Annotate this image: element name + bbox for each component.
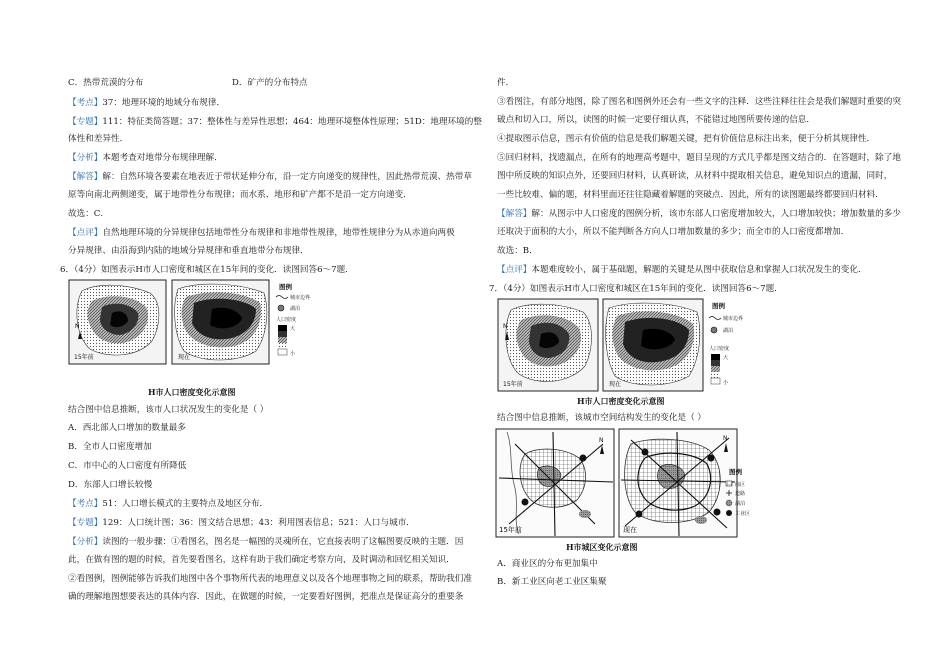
jieda-tag: 【解答】 xyxy=(497,209,532,219)
legend-lake: 湖泊 xyxy=(735,501,746,507)
commercial-icon xyxy=(726,481,732,486)
answer-6: 故选：B． xyxy=(497,246,538,256)
q6-option-a[interactable]: A．西北部人口增加的数量最多 xyxy=(68,423,186,433)
option-c-prev: C．热带荒漠的分布 xyxy=(68,78,144,88)
kaodian-text: 37：地理环境的地域分布规律． xyxy=(102,98,226,108)
legend-industrial: 工业区 xyxy=(735,511,751,517)
density-maps xyxy=(68,279,318,387)
zhuanti-6 xyxy=(68,517,415,529)
density-caption-q6: H市人口密度变化示意图 xyxy=(148,387,236,397)
question-6-ask: 结合图中信息推断，该市人口状况发生的变化是（ ） xyxy=(68,405,269,415)
zhuanti-1 xyxy=(68,116,482,128)
dianping-text: 本题难度较小，属于基础题，解题的关键是从图中获取信息和掌握人口状况发生的变化． xyxy=(531,265,867,275)
legend-title: 图例 xyxy=(712,302,725,310)
legend-lake: 湖泊 xyxy=(290,306,301,312)
cont-6: 图中所反映的知识点外，还要回归材料，认真研读，从材料中提取相关信息，避免知识点的遗漏，同时， xyxy=(497,171,893,181)
q7-option-a[interactable]: A．商业区的分布更加集中 xyxy=(497,559,598,569)
urban-caption: H市城区变化示意图 xyxy=(566,542,638,552)
fenxi-6-b: 此，在做有图的题的时候，首先要看图名，这样有助于我们确定考察方向，及时调动和回忆相关知识． xyxy=(68,555,455,565)
kaodian-text: 51：人口增长模式的主要特点及地区分布． xyxy=(102,499,269,509)
dianping-1-cont: 分异规律、由沿海到内陆的地域分异规律和垂直地带分布规律． xyxy=(68,246,309,256)
legend-density: 人口密度 xyxy=(709,346,730,352)
legend-density: 人口密度 xyxy=(276,317,297,323)
zhuanti-tag: 【专题】 xyxy=(68,117,103,127)
cont-4: ④提取图示信息，图示有价值的信息是我们解题关键，把有价值信息标注出来，便于分析其规律性． xyxy=(497,134,876,144)
answer-1: 故选：C． xyxy=(68,209,109,219)
kaodian-6 xyxy=(68,498,268,510)
fenxi-6 xyxy=(68,536,463,548)
legend-high: 大 xyxy=(290,326,296,332)
legend-boundary: 城市边界 xyxy=(723,316,744,322)
density-maps-2 xyxy=(497,298,747,394)
q6-option-c[interactable]: C．市中心的人口密度有所降低 xyxy=(68,461,187,471)
industrial-icon xyxy=(726,510,732,516)
legend-low: 小 xyxy=(290,351,296,357)
lake-icon xyxy=(278,305,284,311)
zhuanti-tag: 【专题】 xyxy=(68,518,103,528)
fenxi-1 xyxy=(68,152,223,164)
legend-high: 大 xyxy=(723,355,729,361)
jieda-1 xyxy=(68,171,472,183)
north-arrow: N xyxy=(599,437,604,444)
jieda-text: 解：从图示中人口密度的图例分析，该市东部人口密度增加较大，人口增加较快；增加数量的多少 xyxy=(531,209,901,219)
legend-title: 图例 xyxy=(729,468,742,476)
jieda-6-cont: 还取决于面积的大小，所以不能判断各方向人口增加数量的多少；而全市的人口密度都增加． xyxy=(497,227,850,237)
dianping-1 xyxy=(68,227,455,239)
label-now: 现在 xyxy=(609,381,622,388)
dianping-text: 自然地理环境的分异规律包括地带性分布规律和非地带性规律，地带性规律分为从赤道向两极 xyxy=(102,228,455,238)
q6-option-d[interactable]: D．东部人口增长较慢 xyxy=(68,480,153,490)
label-now: 现在 xyxy=(623,526,637,534)
label-now: 现在 xyxy=(178,354,191,361)
dianping-tag: 【点评】 xyxy=(68,228,103,238)
kaodian-tag: 【考点】 xyxy=(68,499,103,509)
jieda-6 xyxy=(497,208,901,220)
kaodian-1 xyxy=(68,97,225,109)
boundary-icon xyxy=(709,317,721,320)
cont-2: ③看图注，有部分地图，除了图名和图例外还会有一些文字的注释．这些注释往往会是我们解题时重要的突 xyxy=(497,97,901,107)
legend-lake: 湖泊 xyxy=(723,328,734,334)
label-before: 15年前 xyxy=(503,381,523,388)
north-arrow: N xyxy=(723,435,728,442)
urban-maps xyxy=(495,428,751,540)
fenxi-text: 本题考查对地带分布规律理解． xyxy=(102,153,223,163)
zhuanti-text: 129：人口统计图；36：图文结合思想；43：利用图表信息；521：人口与城市． xyxy=(102,518,415,528)
legend-title: 图例 xyxy=(279,283,292,291)
dianping-tag: 【点评】 xyxy=(497,265,532,275)
label-before: 15年前 xyxy=(74,354,94,361)
north-arrow: N xyxy=(75,323,80,330)
jieda-tag: 【解答】 xyxy=(68,172,103,182)
question-7-ask: 结合图中信息推断，该城市空间结构发生的变化是（ ） xyxy=(497,413,706,423)
option-d-prev: D．矿产的分布特点 xyxy=(232,78,308,88)
lake-icon xyxy=(726,500,732,506)
cont-1: 件． xyxy=(497,78,515,88)
legend-commercial: 商区 xyxy=(735,482,746,488)
cont-3: 破点和切入口，所以，读图的时候一定要仔细认真，不能错过地图所要传递的信息． xyxy=(497,115,815,125)
fenxi-text: 读图的一般步骤：①看图名，图名是一幅图的灵魂所在，它直接表明了这幅图要反映的主题．因 xyxy=(102,537,464,547)
density-figure-q6 xyxy=(68,279,318,390)
label-before: 15年前 xyxy=(499,526,522,534)
fenxi-6-c: ②看图例，图例能够告诉我们地图中各个事物所代表的地理意义以及各个地理事物之间的联系，帮助我们准 xyxy=(68,574,472,584)
legend-low: 小 xyxy=(723,380,729,386)
question-7-stem: 7．（4分）如图表示H市人口密度和城区在15年间的变化．读图回答6～7题． xyxy=(489,284,783,294)
fenxi-tag: 【分析】 xyxy=(68,153,103,163)
legend-road: 道路 xyxy=(735,491,746,497)
q6-option-b[interactable]: B．全市人口密度增加 xyxy=(68,442,152,452)
density-caption-q7: H市人口密度变化示意图 xyxy=(577,396,665,406)
jieda-text: 解：自然环境各要素在地表近于带状延伸分布，沿一定方向递变的规律性，因此热带荒漠、热带草 xyxy=(102,172,472,182)
dianping-6 xyxy=(497,264,867,276)
lake-icon xyxy=(711,327,717,333)
urban-figure xyxy=(495,428,751,543)
density-figure-q7 xyxy=(497,298,747,397)
zhuanti-text: 111：特征类简答题；37：整体性与差异性思想；464：地理环境整体性原理；51D：地理环境的整 xyxy=(102,117,482,127)
fenxi-tag: 【分析】 xyxy=(68,537,103,547)
zhuanti-1-cont: 体性和差异性． xyxy=(68,134,129,144)
fenxi-6-d: 确的理解地图想要表达的具体内容．因此，在做题的时候，一定要看好图例，把准点是保证高分的重要条 xyxy=(68,592,464,602)
question-6-stem: 6．（4分）如图表示H市人口密度和城区在15年间的变化．读图回答6～7题． xyxy=(60,265,354,275)
legend-boundary: 城市边界 xyxy=(290,295,311,301)
cont-7: 一些比较难、偏的题，材料里面还往往隐藏着解题的突破点．因此，所有的读图题最终都要回归材料． xyxy=(497,190,884,200)
cont-5: ⑤回归材料，找遗漏点，在所有的地理高考题中，题目呈现的方式几乎都是图文结合的．在答题时，除了地 xyxy=(497,153,901,163)
jieda-1-cont: 原等向南北两侧递变，属于地带性分布规律；而水系、地形和矿产都不是沿一定方向递变． xyxy=(68,190,412,200)
boundary-icon xyxy=(276,296,288,299)
kaodian-tag: 【考点】 xyxy=(68,98,103,108)
q7-option-b[interactable]: B．新工业区向老工业区集聚 xyxy=(497,577,607,587)
north-arrow: N xyxy=(503,323,508,330)
